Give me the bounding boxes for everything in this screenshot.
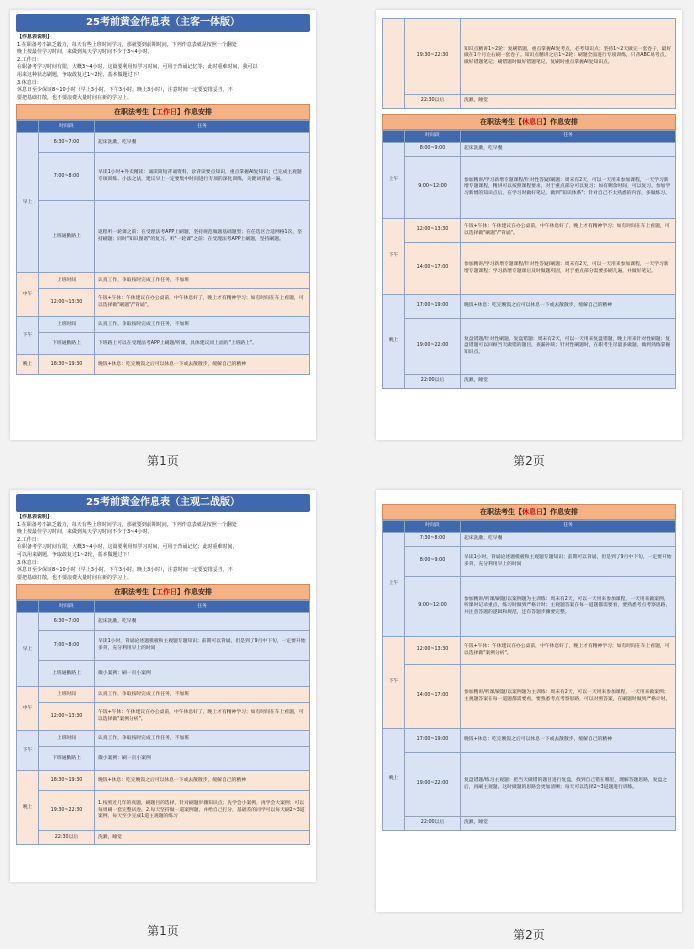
segment-label: 晚上 <box>17 355 39 375</box>
task-cell: 1.按照近几年的真题，刷题目的选择，针对刷题步骤知识点；先学会小案例，再学会大案例；可以每周刷一套完整试卷。2.每天坚持做一道案例题，并给自己打分，基础差的同学可以每天刷2~3道案例，每天至少完成1道主观题的练习 <box>95 791 310 831</box>
time-cell: 22:30以后 <box>405 95 461 109</box>
notes-line: 【作息表说明】 <box>17 34 53 40</box>
time-cell: 7:00~8:00 <box>39 631 95 661</box>
time-cell: 8:00~9:00 <box>405 547 461 577</box>
segment-label: 下午 <box>383 637 405 729</box>
segment-label: 中午 <box>17 687 39 731</box>
notes-line: 1.在职备考不缺乏毅力，每天有些上班时间学习，那就要到前期时间，下列作息表就是按照一个翻处 <box>17 521 237 528</box>
header-time: 时间段 <box>405 521 461 533</box>
time-cell: 7:00~8:00 <box>39 153 95 201</box>
notes-line: 晚上按最佳学习时间，来做到每天学习时间不少于3~4小时。 <box>17 529 153 536</box>
header-task: 任务 <box>95 121 310 133</box>
header-task: 任务 <box>461 521 676 533</box>
task-cell: 认真工作，争取按时完成工作任务，不加班 <box>95 687 310 703</box>
time-cell: 18:30~19:30 <box>39 355 95 375</box>
page-label-2: 第2页 <box>513 454 545 468</box>
segment-label <box>383 19 405 109</box>
task-cell: 起床洗漱，吃早餐 <box>461 143 676 157</box>
segment-label: 早上 <box>17 133 39 273</box>
notes-line: 2.工作日： <box>17 56 42 63</box>
notes-line: 2.工作日： <box>17 536 42 543</box>
task-cell: 洗漱，睡觉 <box>461 817 676 831</box>
header-seg <box>383 521 405 533</box>
time-cell: 22:30以后 <box>39 831 95 845</box>
notes-line: 晚上按最佳学习时间，来做到每天学习时间不少于3~4小时。 <box>17 49 153 56</box>
task-cell: 午饭+午休：午休建议在办公桌前，中午休息好了，晚上才有精神学习；如有时间在车上看题，可以选择做"案例分析"。 <box>95 703 310 731</box>
task-cell: 参加精讲/学习新增专题课程/针对性答疑/刷题：周末有2天，可以一天用来参加课程，一天学习新增专题课程；学习新增专题课后及时做题巩固，对于重点部分需要多刷几遍，并做好笔记。 <box>461 243 676 295</box>
time-cell: 14:00~17:00 <box>405 665 461 729</box>
segment-label: 下午 <box>17 317 39 355</box>
notes-line: 在职备考学习时间有限，大概3~4小时，这篇要利用短学习时间，可用于背诵记忆等；此时重难时间，我可以 <box>17 64 258 71</box>
segment-label: 早上 <box>17 613 39 687</box>
document-title: 25考前黄金作息表（主客一体版） <box>16 14 310 32</box>
section-suffix: 】作息安排 <box>543 118 578 126</box>
section-day: 休息日 <box>522 118 543 126</box>
segment-label: 晚上 <box>383 729 405 831</box>
time-cell: 19:00~22:00 <box>405 319 461 375</box>
document-title: 25考前黄金作息表（主观二战版） <box>16 494 310 512</box>
notes-line: 要把基础打散，也不要浪费大量时间在新的学习上。 <box>17 94 133 101</box>
section-prefix: 在职法考生【 <box>114 108 156 117</box>
segment-label: 下午 <box>17 731 39 771</box>
time-cell: 9:00~12:00 <box>405 157 461 219</box>
page-label-4: 第2页 <box>513 928 545 942</box>
header-time: 时间段 <box>39 601 95 613</box>
time-cell: 上班时间 <box>39 687 95 703</box>
time-cell: 14:00~17:00 <box>405 243 461 295</box>
segment-label: 晚上 <box>383 295 405 389</box>
time-cell: 8:00~9:00 <box>405 143 461 157</box>
section-header <box>16 584 310 600</box>
task-cell: 知识点精讲1~2轮：复刷错题，重点掌握AI复考点，必考知识点；坚持1~2天做完一套卷子，最好做在1个月左右刷一套卷子。知识点精讲之后1~2轮：刷题全面进行专项训练，只背ABC易考点，做好错题笔记；刷错题时做好错题笔记，复刷时重点掌握AI复知识点。 <box>461 19 676 95</box>
page-top-right[interactable] <box>376 10 682 440</box>
page-bottom-left[interactable] <box>10 490 316 882</box>
task-cell: 洗漱，睡觉 <box>95 831 310 845</box>
header-time: 时间段 <box>405 131 461 143</box>
section-header <box>382 114 676 130</box>
notes-line: 1.在职备考不缺乏毅力，每天有些上班时间学习，那就要到前期时间，下列作息表就是按照一个翻处 <box>17 41 237 48</box>
section-day: 休息日 <box>522 508 543 516</box>
section-prefix: 在职法考生【 <box>480 508 522 516</box>
header-seg <box>383 131 405 143</box>
notes-line: 3.休息日： <box>17 79 42 86</box>
section-prefix: 在职法考生【 <box>480 118 522 126</box>
task-cell: 参加精讲/听课/刷题/以案例题为主训练：周末有2天，可以一天用来参加课程，一天用来做案例；主观题答案在每一道题都需要看，要熟悉考点考察思路，可以对照答案，在刷题时做到严格计时。 <box>461 665 676 729</box>
schedule-table <box>382 520 676 831</box>
task-cell: 早读1小时，背诵论述题模板和主观题专题知识；前期可以背诵，但是到了9月中下旬，一定要开始多背，充分利用早上的时间 <box>461 547 676 577</box>
task-cell: 洗漱，睡觉 <box>461 95 676 109</box>
time-cell: 19:00~22:00 <box>405 753 461 817</box>
segment-label: 晚上 <box>17 771 39 845</box>
task-cell: 参加精讲/听课/刷题/以案例题为主训练：周末有2天，可以一天用来参加课程，一天用来做案例，听课时记录重点，练习时做到严格计时；主观题答案在每一道题都需要看，要熟悉考点考察思路，并注意答题的逻辑和规范，还有答题步骤要完整。 <box>461 577 676 637</box>
page-label-3: 第1页 <box>147 924 179 938</box>
header-time: 时间段 <box>39 121 95 133</box>
task-cell: 早读1小时+外卖精读：诵读简短背诵资料，诊背读要点知识，重点掌握AI复知识；已完成主观题专项训练、小法之法，建议早上一定要集中时间进行专项的深化训练，关键词背诵一遍。 <box>95 153 310 201</box>
task-cell: 起床洗漱，吃早餐 <box>461 533 676 547</box>
time-cell: 17:00~19:00 <box>405 729 461 753</box>
notes-line: 3.休息日： <box>17 559 42 566</box>
notes-line: 要把基础打散，也不要浪费大量时间在新的学习上。 <box>17 574 133 581</box>
task-cell: 复盘错题/练习主观题：把当天做错的题目进行复盘，找到自己错在哪里，理解答题思路，复盘之后，再刷主观题，这时做题的思路会更加清晰；每天可以选择2~3道题进行训练。 <box>461 753 676 817</box>
notes-line: 用来这种状态刷题，争取敢复过1~2轮，基本做题过下！ <box>17 71 143 78</box>
segment-label: 上午 <box>383 533 405 637</box>
section-header <box>382 504 676 520</box>
time-cell: 22:00以后 <box>405 817 461 831</box>
time-cell: 9:00~12:00 <box>405 577 461 637</box>
time-cell: 12:00~13:30 <box>405 637 461 665</box>
schedule-table <box>16 600 310 845</box>
time-cell: 19:30~22:30 <box>405 19 461 95</box>
time-cell: 22:00以后 <box>405 375 461 389</box>
section-header <box>16 104 310 120</box>
time-cell: 上班时间 <box>39 731 95 747</box>
notes-line: 休息日至少保证8~10小时（早上3小时，下午3小时，晚上3小时），注意时间一定要安排妥当，不 <box>17 87 233 94</box>
notes-line: 在职备考学习时间有限，大概3~4小时，这篇要利用短学习时间，可用于背诵记忆；此时重难时间， <box>17 544 238 551</box>
task-cell: 返程听一轮课之前：在受理法考APP上刷题，坚持规范做题基础题型；在任选区合适网格1次，坚持刷题；同时"知识图谱"的复习。听"一轮课"之前：在受理法考APP上刷题，坚持刷题。 <box>95 201 310 273</box>
schedule-table <box>382 130 676 389</box>
task-cell: 微小案例：刷一页小案例 <box>95 747 310 771</box>
time-cell: 19:30~22:30 <box>39 791 95 831</box>
page-label-1: 第1页 <box>147 454 179 468</box>
header-task: 任务 <box>95 601 310 613</box>
task-cell: 早读1小时，背诵论述题模板和主观题专题知识；前期可以背诵，但是到了9月中下旬，一定要开始多背，充分利用早上的时间 <box>95 631 310 661</box>
page-bottom-right[interactable] <box>376 490 682 912</box>
section-prefix: 在职法考生【 <box>114 588 156 597</box>
task-cell: 晚饭+休息：吃完晚饭之后可以休息一下或去散散步，缓解自己的精神 <box>95 355 310 375</box>
segment-label: 下午 <box>383 219 405 295</box>
time-cell: 12:00~13:30 <box>39 703 95 731</box>
task-cell: 下班路上可以在受理法考APP上刷题/听课，具体建议同上面的"上班路上"。 <box>95 333 310 355</box>
section-day: 工作日 <box>156 108 177 117</box>
schedule-table <box>16 120 310 375</box>
time-cell: 上班通勤路上 <box>39 201 95 273</box>
task-cell: 午饭+午休：午休建议在办公桌前，中午休息好了，晚上才有精神学习；如有时间在车上看题，可以选择做"刷题"/"背诵"。 <box>461 219 676 243</box>
time-cell: 6:30~7:00 <box>39 133 95 153</box>
task-cell: 起床洗漱，吃早餐 <box>95 133 310 153</box>
segment-label: 上午 <box>383 143 405 219</box>
segment-label: 中午 <box>17 273 39 317</box>
task-cell: 认真工作，争取按时完成工作任务，不加班 <box>95 731 310 747</box>
task-cell: 洗漱，睡觉 <box>461 375 676 389</box>
time-cell: 下班通勤路上 <box>39 747 95 771</box>
section-suffix: 】作息安排 <box>543 508 578 516</box>
time-cell: 17:00~19:00 <box>405 295 461 319</box>
header-seg <box>17 121 39 133</box>
task-cell: 晚饭+休息：吃完晚饭之后可以休息一下或去散散步，缓解自己的精神 <box>461 295 676 319</box>
schedule-table <box>382 18 676 109</box>
header-seg <box>17 601 39 613</box>
section-suffix: 】作息安排 <box>177 108 212 117</box>
task-cell: 午饭+午休：午休建议在办公桌前，中午休息好了，晚上才有精神学习；如有时间在车上看题，可以选择做"案例分析"。 <box>461 637 676 665</box>
task-cell: 晚饭+休息：吃完晚饭之后可以休息一下或去散散步，缓解自己的精神 <box>461 729 676 753</box>
time-cell: 上班时间 <box>39 273 95 289</box>
task-cell: 午饭+午休：午休建议在办公桌前，中午休息好了，晚上才有精神学习；如有时间在车上看题，可以选择做"刷题"/"背诵"。 <box>95 289 310 317</box>
time-cell: 7:30~8:00 <box>405 533 461 547</box>
time-cell: 上班通勤路上 <box>39 661 95 687</box>
notes-line: 【作息表说明】 <box>17 514 53 520</box>
notes-block <box>17 514 309 582</box>
task-cell: 参加精讲/学习新增专题课程/针对性答疑/刷题：周末有2天，可以一天用来参加课程，一天学习新增专题课程，精讲可以按照课程要求，对于重点部分可以复习；如有剩余时间，可以复习。参加学习新增的知识点后，在学习时做好笔记，做到"知识体系"；针对自己不太熟悉的内容，多做练习。 <box>461 157 676 219</box>
time-cell: 6:30~7:00 <box>39 613 95 631</box>
time-cell: 下班通勤路上 <box>39 333 95 355</box>
notes-block <box>17 34 309 102</box>
time-cell: 12:00~13:30 <box>39 289 95 317</box>
time-cell: 12:00~13:30 <box>405 219 461 243</box>
header-task: 任务 <box>461 131 676 143</box>
time-cell: 上班时间 <box>39 317 95 333</box>
task-cell: 认真工作，争取按时完成工作任务，不加班 <box>95 273 310 289</box>
section-day: 工作日 <box>156 588 177 597</box>
task-cell: 起床洗漱，吃早餐 <box>95 613 310 631</box>
task-cell: 认真工作，争取按时完成工作任务，不加班 <box>95 317 310 333</box>
section-suffix: 】作息安排 <box>177 588 212 597</box>
task-cell: 复盘错题/针对性刷题，复盘错题：周末有2天，可以一天用来复盘错题，晚上用来针对性刷题；复盘错题可以回顾当天做错的题目，查漏补缺；针对性刷题时，在职考生尽量多做题，做到熟练掌握知识点。 <box>461 319 676 375</box>
notes-line: 可以用来刷题，争取敢复过1~2轮，基本做题过下！ <box>17 551 133 558</box>
time-cell: 18:30~19:30 <box>39 771 95 791</box>
notes-line: 休息日至少保证8~10小时（早上3小时，下午3小时，晚上3小时），注意时间一定要安排妥当，不 <box>17 567 233 574</box>
task-cell: 晚饭+休息：吃完晚饭之后可以休息一下或去散散步，缓解自己的精神 <box>95 771 310 791</box>
page-top-left[interactable] <box>10 10 316 440</box>
task-cell: 微小案例：刷一页小案例 <box>95 661 310 687</box>
